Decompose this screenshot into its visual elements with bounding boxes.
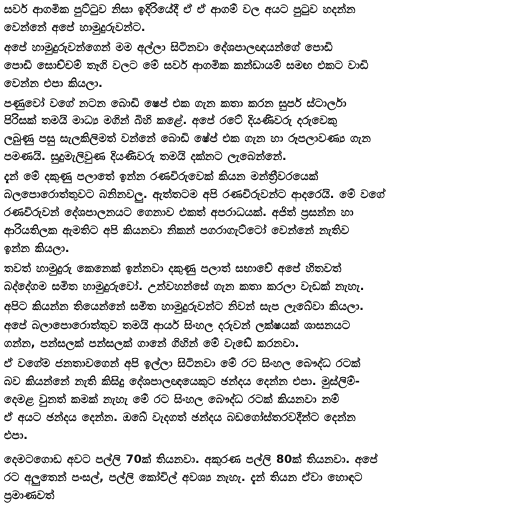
text-line: ආරියතිලක ඇමතිට අපි කියනවා නිකන් පගරාගැට්ටෝ වෙන්නේ නැතිව — [4, 222, 350, 237]
text-line: පොඩි සොච්චම් තෑගි වලට මේ සර්ව ආගමික කන්ඩායම් සමඟ එකට වාඩි — [4, 57, 369, 72]
text-line: අපිට කියන්න තියෙන්නේ සමිත හාමුදුරුවන්ට නිවන් සැප ලැබේවා කියලා. — [4, 298, 364, 313]
paragraph — [4, 95, 516, 167]
text-line: වෙන්නේ අපේ හාමුදුරුවන්ට. — [4, 19, 146, 34]
text-line: දැන් මේ දකුණු පලාතේ ඉන්න රණවිරුවෙක් කියන මන්ත්‍රීවරයෙක් — [4, 169, 319, 184]
text-line: පමණයි. සුදුමැලිවුණ දියණිවරු තමයි දක්නට ලැබෙන්නේ. — [4, 149, 287, 164]
text-line: බද්දේගම සමිත හාමුදුරුවෝ. උන්වහන්සේ ගැන කතා කරලා වැඩක් නැහැ. — [4, 278, 365, 293]
text-line: ලබුණු පසු සැලකිලිමත් වන්නේ බොඩි ෂේප් එක ගැන හා රූපලාවණ්‍ය ගැන — [4, 131, 371, 146]
text-line: ඒ වගේම ජනතාවගෙන් අපි ඉල්ලා සිටිනවා මේ රට සිංහල බෞද්ධ රටක් — [4, 356, 361, 371]
paragraph — [4, 168, 516, 258]
text-line: තවත් හාමුදුරු කෙනෙක් ඉන්නවා දකුණු පලාත් සභාවේ අපේ හිතවත් — [4, 260, 342, 275]
paragraph — [4, 355, 516, 445]
paragraph — [4, 298, 516, 316]
text-line: රට අලුතෙන් පංසල්, පල්ලි කෝවිල් අවශ්‍ය නැහැ. දැන් තියන ඒවා හොඳට — [4, 469, 363, 484]
text-line: අපේ බලාපොරොත්තුව තමයි ආර්ය සිංහල දරුවන් ලක්ෂයක් ශාසනයට — [4, 318, 351, 333]
text-line: දෙමටගොඩ අවට පල්ලි 70ක් තියනවා. අකුරණ පල්ලි 80ක් තියනවා. අපේ — [4, 451, 378, 466]
paragraph — [4, 39, 516, 93]
text-line: ඒ අයට ඡන්දය දෙන්න. ඔබේ වැදගත් ඡන්දය බඩගෝස්තරවදීන්ට දෙන්න — [4, 409, 356, 424]
text-line: එපා. — [4, 427, 28, 442]
text-line: රණවිරුවන් දේශපාලනයට ගෙනාව එකත් අපරාධයක්. අජිත් ප්‍රසන්න හා — [4, 204, 354, 219]
paragraph — [4, 1, 516, 37]
text-line: ඉන්න කියලා. — [4, 240, 70, 255]
text-line: බලපොරොත්තුවට බනිනවලු. ඇත්තටම අපි රණවිරුවන්ට ආදරෙයි. මේ වගේ — [4, 187, 385, 202]
text-line: දෙමළ වුනත් කමක් නැහැ මේ රට සිංහල බෞද්ධ රටක් කියනවා නම් — [4, 392, 340, 407]
text-line: පණුවෝ වගේ නටන බොඩි ෂෙප් එක ගැන කතා කරන සුපර් ස්ටාර්ලා — [4, 95, 347, 110]
text-line: ප්‍රමාණවත් — [4, 487, 55, 502]
text-line: වෙන්න එපා කියලා. — [4, 75, 103, 90]
text-line: පිරිසක් තමයි මාධ්‍ය මගින් බිහි කළේ. අපේ රටේ දියණිවරු දරුවෙකු — [4, 113, 338, 128]
text-line: ගන්න, පන්සලක් පන්සලක් ගානේ ගිහින් මේ වැඩේ කරනවා. — [4, 336, 300, 351]
text-line: අපේ හාමුදුරුවන්ගෙන් මම අල්ලා සිටිනවා දේශපාලඥයන්ගේ පොඩි — [4, 39, 333, 54]
text-line: සර්ව ආගමික පුට්ටුව නිසා ඉදිරියේදී ඒ ඒ ආගම් වල අයට පුටුව හදන්න — [4, 2, 356, 16]
paragraph — [4, 317, 516, 353]
paragraph — [4, 260, 516, 296]
document-body — [4, 1, 516, 506]
text-line: බව කියන්නේ නැති කිසිදු දේශපාලඥයෙකුට ඡන්දය දෙන්න එපා. මුස්ලිම්- — [4, 374, 360, 389]
paragraph — [4, 451, 516, 505]
